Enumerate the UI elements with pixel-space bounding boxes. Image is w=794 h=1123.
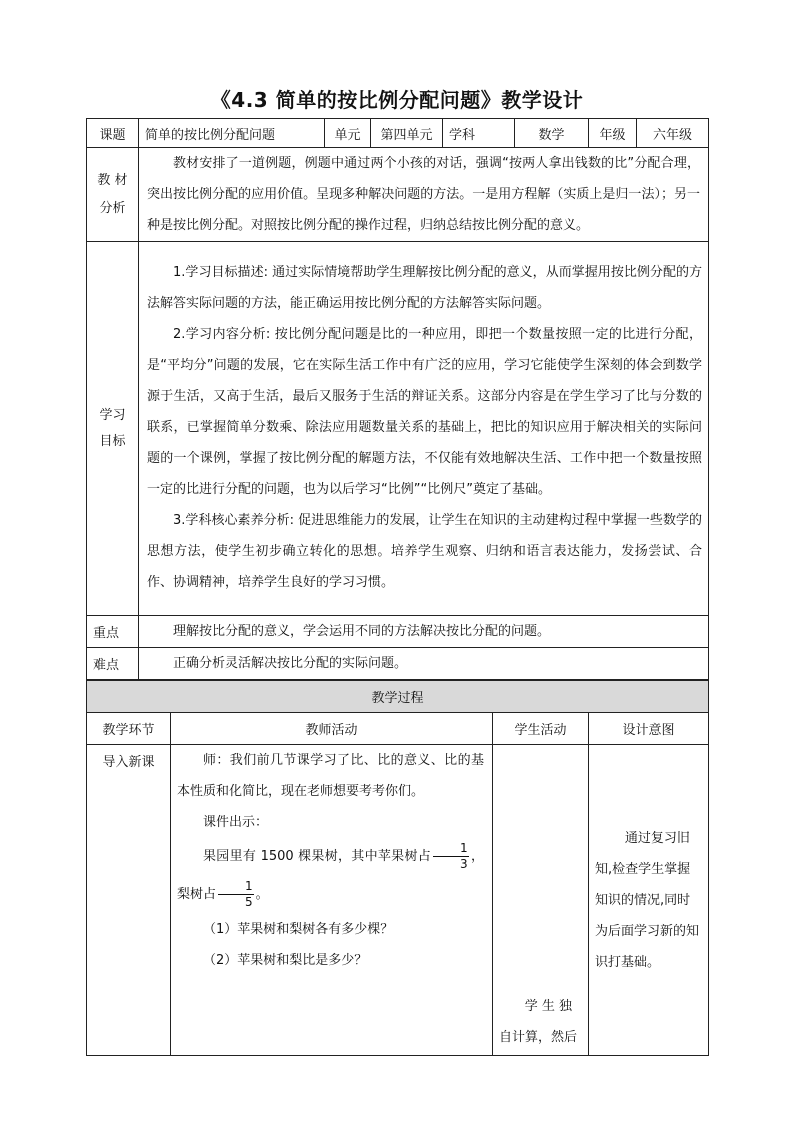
analysis-row	[87, 148, 709, 242]
overview-table	[86, 118, 709, 680]
problem-text-part2: ，梨树占	[177, 849, 484, 902]
intent-text: 通过复习旧知,检查学生掌握知识的情况,同时为后面学习新的知识打基础。	[595, 830, 700, 970]
grade-value: 六年级	[637, 119, 709, 148]
fraction-pear-denominator: 5	[245, 895, 253, 909]
student-text-line1: 学 生 独	[524, 999, 572, 1014]
objective-paragraph-1: 1.学习目标描述: 通过实际情境帮助学生理解按比例分配的意义，从而掌握用按比例分配的方法解答实际问题的方法，能正确运用按比例分配的方法解答实际问题。	[147, 265, 702, 311]
info-row	[87, 119, 709, 148]
teacher-slide-label: 课件出示：	[203, 815, 269, 830]
process-header: 教学过程	[87, 681, 709, 713]
topic-label: 课题	[87, 119, 139, 148]
grade-label: 年级	[589, 119, 637, 148]
difficulty-row	[87, 648, 709, 680]
question-1: （1）苹果树和梨树各有多少棵？	[203, 922, 394, 937]
teacher-cell	[171, 745, 493, 1056]
fraction-pear-numerator: 1	[218, 879, 254, 895]
analysis-text: 教材安排了一道例题，例题中通过两个小孩的对话，强调“按两人拿出钱数的比”分配合理，突出按比例分配的应用价值。呈现多种解决问题的方法。一是用方程解（实质上是归一法）；另一种是按比例分配。对照按比例分配的操作过程，归纳总结按比例分配的意义。	[139, 148, 709, 242]
key-point-text: 理解按比分配的意义，学会运用不同的方法解决按比分配的问题。	[139, 616, 709, 648]
objectives-label-line1: 学习	[99, 407, 126, 423]
col-student-header: 学生活动	[493, 713, 589, 745]
document-title: 《4.3 简单的按比例分配问题》教学设计	[210, 88, 584, 112]
key-point-label: 重点	[87, 616, 139, 648]
process-table	[86, 680, 709, 1056]
key-point-row	[87, 616, 709, 648]
unit-label: 单元	[325, 119, 371, 148]
difficulty-label: 难点	[87, 648, 139, 680]
objective-paragraph-2: 2.学习内容分析: 按比例分配问题是比的一种应用，即把一个数量按照一定的比进行分配，是“平均分”问题的发展，它在实际生活工作中有广泛的应用，学习它能使学生深刻的体会到数学源于生活，又高于生活，最后又服务于生活的辩证关系。这部分内容是在学生学习了比与分数的联系，已掌握简单分数乘、除法应用题数量关系的基础上，把比的知识应用于解决相关的实际问题的一个课例，掌握了按比例分配的解题方法，不仅能有效地解决生活、工作中把一个数量按照一定的比进行分配的问题，也为以后学习“比例”“比例尺”奠定了基础。	[147, 327, 702, 497]
teacher-intro-text: 师：我们前几节课学习了比、比的意义、比的基本性质和化简比，现在老师想要考考你们。	[177, 753, 484, 799]
fraction-apple	[433, 841, 469, 872]
teacher-problem-text	[177, 838, 484, 914]
col-stage-header: 教学环节	[87, 713, 171, 745]
analysis-label	[87, 148, 139, 242]
objectives-label-line2: 目标	[99, 433, 126, 449]
difficulty-text: 正确分析灵活解决按比分配的实际问题。	[139, 648, 709, 680]
student-text-line2: 自计算，然后	[499, 1030, 578, 1045]
student-cell	[493, 745, 589, 1056]
problem-text-part3: 。	[255, 887, 269, 902]
topic-value: 简单的按比例分配问题	[139, 119, 325, 148]
fraction-apple-denominator: 3	[460, 857, 468, 871]
intro-row	[87, 745, 709, 1056]
fraction-apple-numerator: 1	[433, 841, 469, 857]
process-columns-row	[87, 713, 709, 745]
fraction-pear	[218, 879, 254, 910]
problem-text-part1: 果园里有 1500 棵果树，其中苹果树占	[203, 849, 432, 864]
analysis-label-line1: 教 材	[97, 172, 128, 188]
process-header-row	[87, 681, 709, 713]
objectives-text	[139, 242, 709, 616]
objective-paragraph-3: 3.学科核心素养分析: 促进思维能力的发展，让学生在知识的主动建构过程中掌握一些数学的思想方法，使学生初步确立转化的思想。培养学生观察、归纳和语言表达能力，发扬尝试、合作、协调精神，培养学生良好的学习习惯。	[147, 513, 702, 590]
stage-cell: 导入新课	[87, 745, 171, 1056]
subject-label: 学科	[443, 119, 515, 148]
col-teacher-header: 教师活动	[171, 713, 493, 745]
question-2: （2）苹果树和梨比是多少？	[203, 953, 368, 968]
col-intent-header: 设计意图	[589, 713, 709, 745]
objectives-label	[87, 242, 139, 616]
intent-cell	[589, 745, 709, 1056]
objectives-row	[87, 242, 709, 616]
analysis-label-line2: 分析	[99, 200, 126, 216]
subject-value: 数学	[515, 119, 589, 148]
unit-value: 第四单元	[371, 119, 443, 148]
